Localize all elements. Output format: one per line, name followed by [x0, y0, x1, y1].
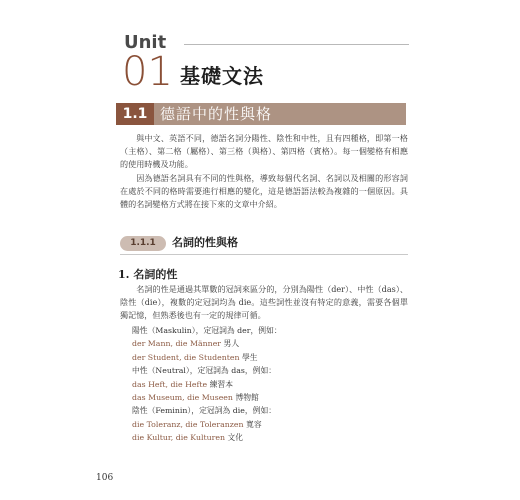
- example-german: das Heft, die Hefte: [132, 379, 208, 389]
- subsection-divider: [120, 254, 408, 255]
- example-gloss: 博物館: [235, 393, 259, 403]
- example-german: der Student, die Studenten: [132, 352, 240, 362]
- paragraph-intro: 與中文、英語不同，德語名詞分陽性、陰性和中性，且有四種格，即第一格（主格）、第二格（屬格）、第三格（與格）、第四格（賓格）。每一個變格有相應的使用時機及功能。: [120, 133, 408, 170]
- gender-feminine: 陰性（Feminin），定冠詞為 die，例如：: [132, 406, 277, 416]
- unit-number: 01: [122, 49, 173, 95]
- unit-title: 基礎文法: [180, 64, 264, 88]
- example-line: [132, 431, 402, 444]
- section-number: 1.1: [116, 103, 154, 125]
- example-german: der Mann, die Männer: [132, 339, 222, 349]
- example-line: [132, 418, 402, 431]
- example-german: das Museum, die Museen: [132, 393, 233, 403]
- gender-list: [132, 324, 402, 445]
- paragraph-noun-gender: 名詞的性是通過其單數的冠詞來區分的，分別為陽性（der）、中性（das）、陰性（die），複數的定冠詞均為 die。這些詞性並沒有特定的意義，需要各個單獨記憶，但熟悉後也有一定的規律可循。: [120, 284, 408, 321]
- example-german: die Kultur, die Kulturen: [132, 433, 225, 443]
- example-line: [132, 337, 402, 350]
- heading-noun-gender: 1. 名詞的性: [118, 268, 178, 281]
- section-title: 德語中的性與格: [160, 105, 273, 123]
- example-gloss: 練習本: [209, 379, 234, 389]
- paragraph-declension: 因為德語名詞具有不同的性與格，導致每個代名詞、名詞以及相關的形容詞在處於不同的格時需要進行相應的變化，這是德語語法較為複雜的一個原因。具體的名詞變格方式將在接下來的文章中介紹。: [120, 173, 408, 210]
- example-german: die Toleranz, die Toleranzen: [132, 419, 244, 429]
- example-gloss: 學生: [241, 352, 258, 362]
- gender-masculine: 陽性（Maskulin），定冠詞為 der，例如：: [132, 326, 282, 335]
- unit-divider: [184, 44, 409, 45]
- example-gloss: 文化: [227, 433, 244, 443]
- example-gloss: 寬容: [246, 419, 262, 429]
- page-number: 106: [96, 473, 114, 483]
- example-line: [132, 391, 402, 404]
- unit-label: Unit: [124, 32, 167, 53]
- subsection-title: 名詞的性與格: [172, 236, 238, 249]
- gender-neutral: 中性（Neutral），定冠詞為 das，例如：: [132, 366, 277, 376]
- subsection-number: 1.1.1: [120, 236, 166, 251]
- example-line: [132, 378, 402, 391]
- example-gloss: 男人: [223, 339, 240, 349]
- example-line: [132, 351, 402, 364]
